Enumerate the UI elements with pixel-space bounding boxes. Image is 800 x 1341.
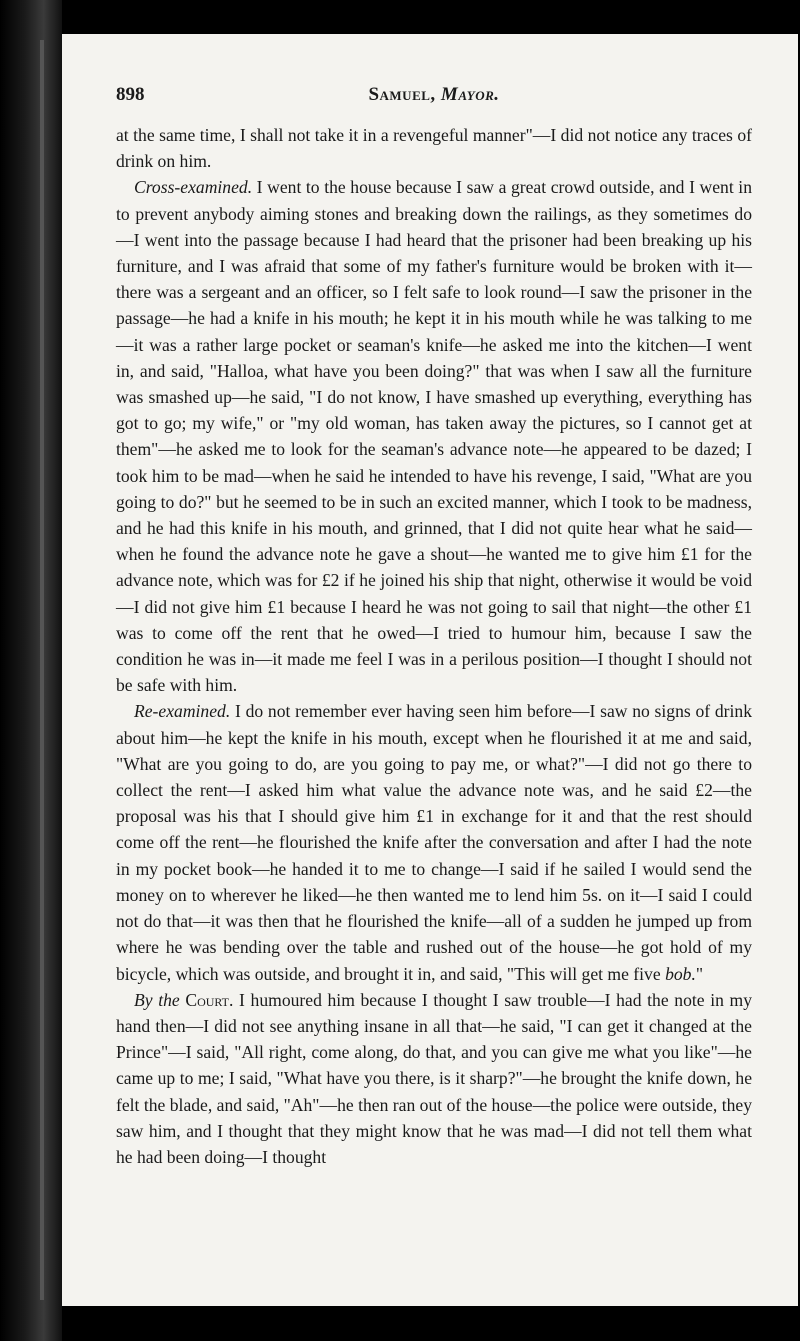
paragraph-lead: By the [134,989,180,1010]
paragraph-text: at the same time, I shall not take it in a revengeful manner"—I did not notice any traces of drink on him. [116,125,752,172]
paragraph-lead: Re-examined. [134,701,231,722]
paragraph-lead-court: Court. [185,989,234,1010]
page-number: 898 [116,84,145,105]
paragraph-cross-examined [116,174,752,698]
paragraph-text: I humoured him because I thought I saw trouble—I had the note in my hand then—I did not see anything insane in all that—he said, "I can get it changed at the Prince"—I said, "All right, come along, do that, and you can give me what you like"—he came up to me; I said, "What have you there, is it sharp?"—he brought the knife down, he felt the blade, and said, "Ah"—he then ran out of the house—the police were outside, they saw him, and I thought that they might know that he was mad—I did not tell them what he had been doing—I thought [116,989,752,1167]
book-binding-edge [0,0,62,1341]
page-body [116,122,752,1170]
binding-stripe [40,40,44,1300]
paragraph-text: I went to the house because I saw a great crowd outside, and I went in to prevent anybody aiming stones and breaking down the railings, as they sometimes do—I went into the passage because I had heard that the prisoner had been breaking up his furniture, and I was afraid that some of my father's furniture would be broken with it—there was a sergeant and an officer, so I felt safe to look round—I saw the prisoner in the passage—he had a knife in his mouth; he kept it in his mouth while he was talking to me—it was a rather large pocket or seaman's knife—he asked me into the kitchen—I went in, and said, "Halloa, what have you been doing?" that was when I saw all the furniture was smashed up—he said, "I do not know, I have smashed up everything, everything has got to go; my wife," or "my old woman, has taken away the pictures, so I cannot get at them"—he asked me to look for the seaman's advance note—he appeared to be dazed; I took him to be mad—when he said he intended to have his revenge, I said, "What are you going to do?" but he seemed to be in such an excited manner, which I took to be madness, and he had this knife in his mouth, and grinned, that I did not quite hear what he said—when he found the advance note he gave a shout—he wanted me to give him £1 for the advance note, which was for £2 if he joined his ship that night, otherwise it would be void—I did not give him £1 because I heard he was not going to sail that night—the other £1 was to come off the rent that he owed—I tried to humour him, because I saw the condition he was in—it made me feel I was in a perilous position—I thought I should not be safe with him. [116,177,752,696]
document-page [62,34,798,1306]
running-head-title: Mayor. [440,84,500,105]
paragraph-re-examined [116,698,752,986]
running-head-name: Samuel, [368,84,436,105]
paragraph-lead: Cross-examined. [134,177,253,198]
running-head [116,84,752,106]
paragraph-by-the-court [116,987,752,1170]
paragraph-tail: " [695,963,704,984]
paragraph-1 [116,122,752,174]
paragraph-text: I do not remember ever having seen him before—I saw no signs of drink about him—he kept the knife in his mouth, except when he flourished it at me and said, "What are you going to do, are you going to pay me, or what?"—I did not go there to collect the rent—I asked him what value the advance note was, and he said £2—the proposal was his that I should give him £1 in exchange for it and that the rest should come off the rent—he flourished the knife after the conversation and after I had the note in my pocket book—he handed it to me to change—I said if he sailed I would send the money on to wherever he liked—he then wanted me to lend him 5s. on it—I said I could not do that—it was then that he flourished the knife—all of a sudden he jumped up from where he was bending over the table and rushed out of the house—he got hold of my bicycle, which was outside, and brought it in, and said, "This will get me five [116,701,752,984]
paragraph-tail-italic: bob. [665,963,696,984]
page-header [116,84,752,114]
